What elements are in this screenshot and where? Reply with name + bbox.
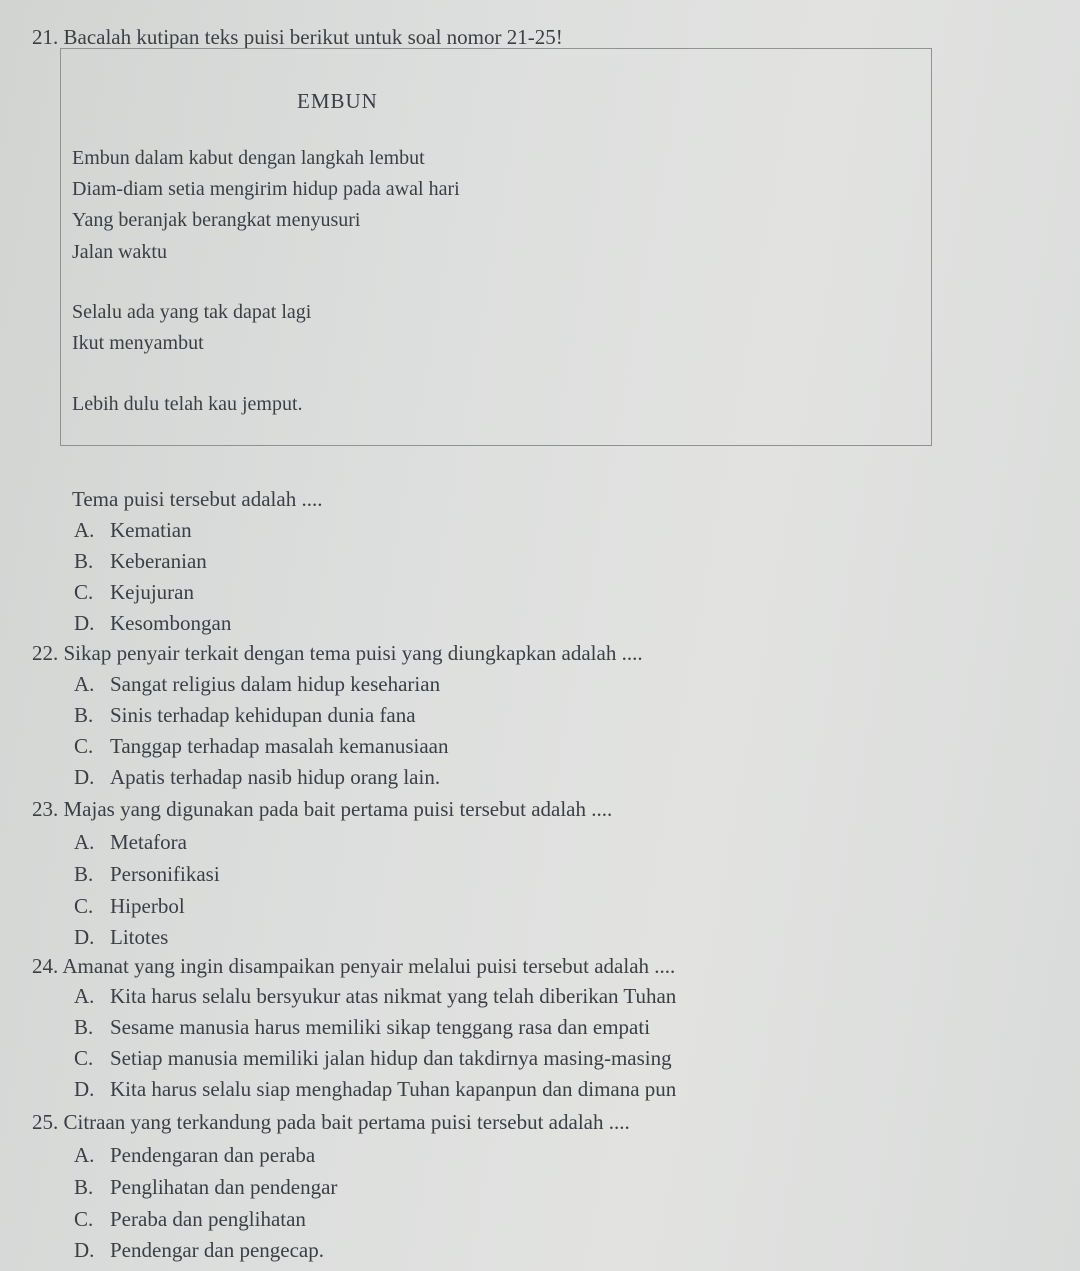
option-text: Personifikasi (110, 862, 220, 886)
question-23-stem: 23. Majas yang digunakan pada bait pertama puisi tersebut adalah .... (32, 797, 613, 821)
q21-option-c[interactable] (74, 579, 194, 605)
question-22-stem: 22. Sikap penyair terkait dengan tema puisi yang diungkapkan adalah .... (32, 641, 643, 665)
q24-option-b[interactable] (74, 1014, 650, 1040)
option-letter: B. (74, 703, 94, 727)
option-letter: C. (74, 580, 94, 604)
option-text: Metafora (110, 830, 187, 854)
option-letter: D. (74, 611, 95, 635)
option-letter: B. (74, 1015, 94, 1039)
question-24-stem: 24. Amanat yang ingin disampaikan penyair melalui puisi tersebut adalah .... (32, 954, 676, 978)
q24-option-d[interactable] (74, 1076, 676, 1102)
option-text: Penglihatan dan pendengar (110, 1175, 338, 1199)
poem-box (60, 48, 932, 446)
option-letter: C. (74, 894, 94, 918)
poem-line: Diam-diam setia mengirim hidup pada awal hari (72, 178, 460, 200)
option-letter: D. (74, 925, 95, 949)
option-letter: A. (74, 830, 95, 854)
poem-line: Embun dalam kabut dengan langkah lembut (72, 147, 425, 169)
option-text: Kesombongan (110, 611, 232, 635)
option-letter: C. (74, 1046, 94, 1070)
q24-option-a[interactable] (74, 983, 676, 1009)
option-text: Keberanian (110, 549, 207, 573)
question-21-intro: 21. Bacalah kutipan teks puisi berikut untuk soal nomor 21-25! (32, 25, 563, 49)
option-text: Sangat religius dalam hidup keseharian (110, 672, 441, 696)
q23-option-a[interactable] (74, 829, 187, 855)
q25-option-a[interactable] (74, 1142, 315, 1168)
q23-option-d[interactable] (74, 924, 168, 950)
q22-option-b[interactable] (74, 702, 416, 728)
option-letter: C. (74, 734, 94, 758)
q21-option-a[interactable] (74, 517, 192, 543)
option-text: Sesame manusia harus memiliki sikap tenggang rasa dan empati (110, 1015, 651, 1039)
option-letter: B. (74, 549, 94, 573)
q22-option-d[interactable] (74, 764, 440, 790)
option-letter: A. (74, 518, 95, 542)
poem-line: Selalu ada yang tak dapat lagi (72, 301, 312, 323)
q22-option-a[interactable] (74, 671, 440, 697)
q21-option-d[interactable] (74, 610, 231, 636)
option-letter: C. (74, 1207, 94, 1231)
q24-option-c[interactable] (74, 1045, 672, 1071)
option-text: Setiap manusia memiliki jalan hidup dan takdirnya masing-masing (110, 1046, 672, 1070)
option-letter: D. (74, 1077, 95, 1101)
option-text: Apatis terhadap nasib hidup orang lain. (110, 765, 441, 789)
option-letter: B. (74, 1175, 94, 1199)
option-text: Kejujuran (110, 580, 194, 604)
question-25-stem: 25. Citraan yang terkandung pada bait pertama puisi tersebut adalah .... (32, 1110, 630, 1134)
q23-option-b[interactable] (74, 861, 220, 887)
q25-option-c[interactable] (74, 1206, 306, 1232)
option-text: Tanggap terhadap masalah kemanusiaan (110, 734, 449, 758)
question-21-stem: Tema puisi tersebut adalah .... (72, 487, 323, 511)
q23-option-c[interactable] (74, 893, 185, 919)
option-text: Hiperbol (110, 894, 185, 918)
poem-line: Lebih dulu telah kau jemput. (72, 393, 303, 415)
poem-line: Jalan waktu (72, 241, 167, 263)
q25-option-d[interactable] (74, 1237, 324, 1263)
option-text: Pendengar dan pengecap. (110, 1238, 324, 1262)
poem-line: Yang beranjak berangkat menyusuri (72, 209, 361, 231)
option-letter: D. (74, 1238, 95, 1262)
q25-option-b[interactable] (74, 1174, 337, 1200)
poem-title: EMBUN (297, 89, 378, 113)
option-text: Peraba dan penglihatan (110, 1207, 306, 1231)
option-text: Sinis terhadap kehidupan dunia fana (110, 703, 416, 727)
option-text: Kita harus selalu siap menghadap Tuhan kapanpun dan dimana pun (110, 1077, 677, 1101)
q21-option-b[interactable] (74, 548, 207, 574)
option-text: Litotes (110, 925, 169, 949)
poem-line: Ikut menyambut (72, 332, 204, 354)
option-text: Pendengaran dan peraba (110, 1143, 316, 1167)
option-letter: A. (74, 672, 95, 696)
option-text: Kematian (110, 518, 192, 542)
q22-option-c[interactable] (74, 733, 448, 759)
option-letter: D. (74, 765, 95, 789)
option-text: Kita harus selalu bersyukur atas nikmat yang telah diberikan Tuhan (110, 984, 677, 1008)
option-letter: A. (74, 1143, 95, 1167)
option-letter: B. (74, 862, 94, 886)
option-letter: A. (74, 984, 95, 1008)
